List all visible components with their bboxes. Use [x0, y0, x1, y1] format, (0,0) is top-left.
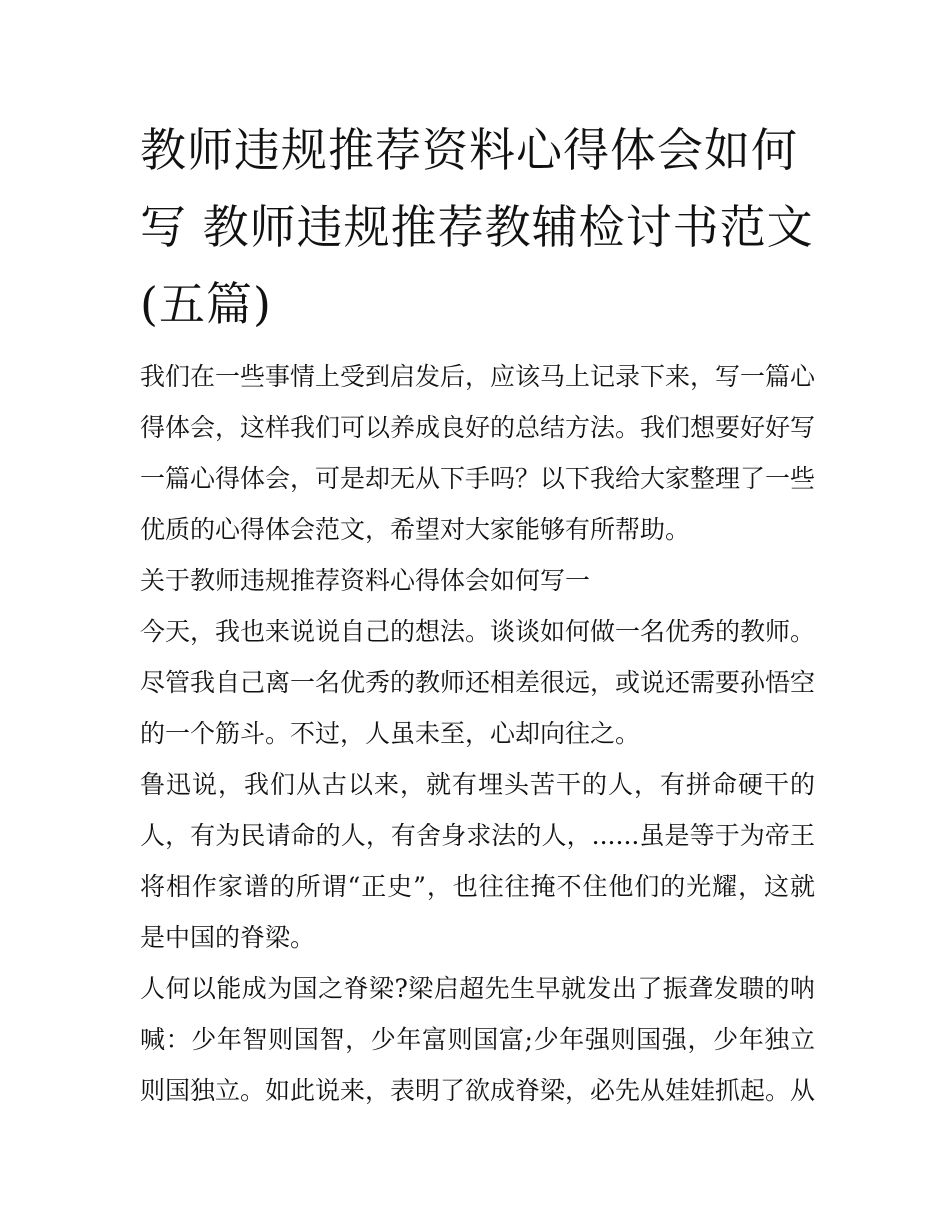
document-title: 教师违规推荐资料心得体会如何写 教师违规推荐教辅检讨书范文(五篇): [140, 123, 814, 331]
document-body: [140, 112, 815, 1116]
section-heading: 关于教师违规推荐资料心得体会如何写一: [140, 566, 591, 595]
body-paragraph: 人何以能成为国之脊梁?梁启超先生早就发出了振聋发聩的呐喊：少年智则国智，少年富则国富;少年强则国强，少年独立则国独立。如此说来，表明了欲成脊梁，必先从娃娃抓起。从: [140, 974, 816, 1105]
body-paragraph: 鲁迅说，我们从古以来，就有埋头苦干的人，有拼命硬干的人，有为民请命的人，有舍身求法的人，......虽是等于为帝王将相作家谱的所谓“正史”，也往往掩不住他们的光耀，这就是中国的脊梁。: [140, 770, 815, 952]
intro-paragraph: 我们在一些事情上受到启发后，应该马上记录下来，写一篇心得体会，这样我们可以养成良好的总结方法。我们想要好好写一篇心得体会，可是却无从下手吗？以下我给大家整理了一些优质的心得体会范文，希望对大家能够有所帮助。: [140, 362, 816, 544]
body-paragraph: 今天，我也来说说自己的想法。谈谈如何做一名优秀的教师。尽管我自己离一名优秀的教师还相差很远，或说还需要孙悟空的一个筋斗。不过，人虽未至，心却向往之。: [140, 617, 816, 748]
